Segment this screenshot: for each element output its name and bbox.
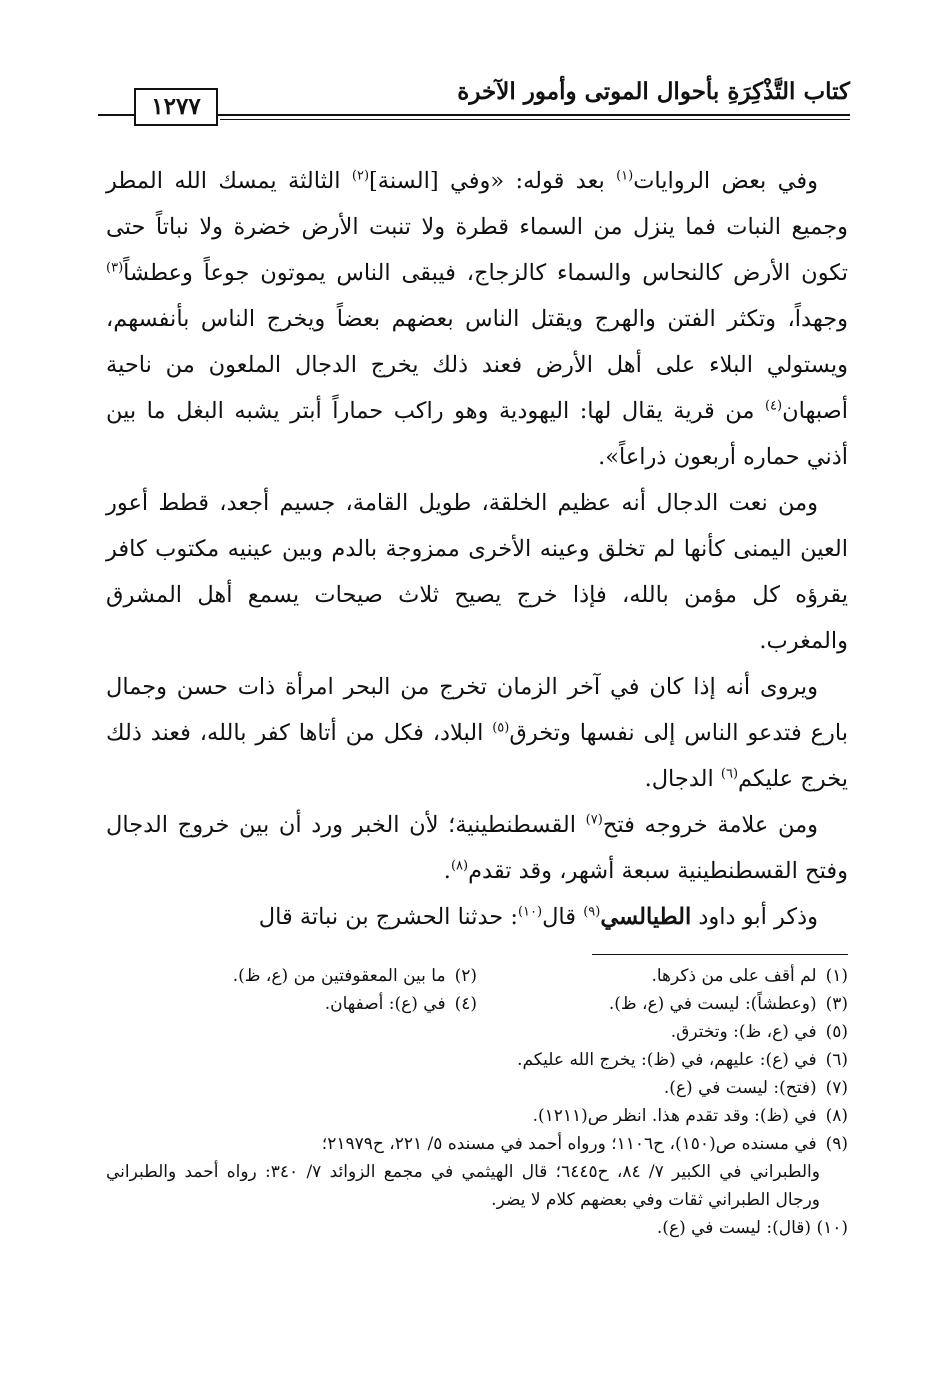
paragraph (106, 894, 848, 940)
text-run: ومن علامة خروجه فتح (602, 812, 818, 838)
footnote-4 (106, 990, 477, 1018)
footnote-text: لم أقف على من ذكرها. (651, 966, 817, 986)
footnote-separator (592, 954, 848, 955)
paragraph (106, 802, 848, 894)
footnote-text: في (ع): عليهم، في (ظ): يخرج الله عليكم. (517, 1050, 817, 1070)
footnote-8 (106, 1102, 848, 1130)
footnote-number: (٤) (454, 994, 477, 1014)
text-run: الثالثة يمسك الله المطر وجميع النبات فما ينزل من السماء قطرة ولا تنبت الأرض خضرة ولا نباتاً حتى تكون الأرض كالنحاس والسماء كالزجاج، فيبقى الناس يموتون جوعاً وعطشاً (106, 168, 848, 286)
footnote-number: (٢) (454, 966, 477, 986)
text-run: : حدثنا الحشرج بن نباتة قال (258, 904, 518, 930)
footnote-ref[interactable]: (٥) (492, 720, 510, 736)
footnote-ref[interactable]: (٤) (764, 398, 783, 414)
footnote-1 (477, 962, 848, 990)
footnote-text: (وعطشاً): ليست في (ع، ظ). (608, 994, 817, 1014)
footnote-number: (٥) (825, 1022, 848, 1042)
footnote-number: (١٠) (816, 1218, 848, 1238)
footnote-ref[interactable]: (٧) (585, 812, 603, 828)
footnote-3 (477, 990, 848, 1018)
text-run: قال (542, 904, 584, 930)
footnote-number: (١) (825, 966, 848, 986)
footnote-text: في (ع، ظ): وتخترق. (670, 1022, 817, 1042)
paragraph (106, 664, 848, 802)
footnote-7 (106, 1074, 848, 1102)
paragraph: ومن نعت الدجال أنه عظيم الخلقة، طويل القامة، جسيم أجعد، قطط أعور العين اليمنى كأنها لم تخلق وعينه الأخرى ممزوجة بالدم وبين عينيه مكتوب كافر يقرؤه كل مؤمن بالله، فإذا خرج يصيح ثلاث صيحات يسمع أهل المشرق والمغرب. (106, 490, 848, 654)
footnote-number: (٣) (825, 994, 848, 1014)
header-rule-thin (220, 119, 850, 120)
footnote-5 (106, 1018, 848, 1046)
footnote-ref[interactable]: (٨) (450, 858, 469, 874)
footnote-ref[interactable]: (٦) (720, 766, 739, 782)
footnote-10 (106, 1214, 848, 1242)
footnote-text: في (ظ): وقد تقدم هذا. انظر ص(١٢١١). (532, 1106, 817, 1126)
footnote-text: في (ع): أصفهان. (324, 994, 446, 1014)
text-run: وفي بعض الروايات (633, 168, 818, 194)
footnote-row (106, 962, 848, 990)
footnote-ref[interactable]: (١٠) (517, 904, 543, 920)
footnote-row (106, 990, 848, 1018)
footnote-text: في مسنده ص(١٥٠)، ح١١٠٦؛ ورواه أحمد في مسنده ٥/ ٢٢١، ح٢١٩٧٩؛ (321, 1134, 817, 1154)
text-run: الدجال. (644, 766, 721, 792)
page-number: ١٢٧٧ (134, 88, 218, 126)
footnote-9 (106, 1130, 848, 1158)
text-run: وجهداً، وتكثر الفتن والهرج ويقتل الناس بعضهم بعضاً ويخرج الناس بأنفسهم، ويستولي البلاء على أهل الأرض فعند ذلك يخرج الدجال الملعون من ناحية أصبهان (106, 306, 848, 424)
text-run: وذكر أبو داود (691, 904, 818, 930)
footnotes (106, 962, 848, 1242)
footnote-number: (٦) (825, 1050, 848, 1070)
footnote-ref[interactable]: (٢) (351, 168, 370, 184)
text-run: . (443, 858, 451, 884)
footnote-number: (٨) (825, 1106, 848, 1126)
footnote-ref[interactable]: (١) (616, 168, 634, 184)
running-header (98, 70, 850, 126)
text-run: من قرية يقال لها: اليهودية وهو راكب حماراً أبتر يشبه البغل ما بين أذني حماره أربعون ذراعاً». (106, 398, 848, 470)
footnote-ref[interactable]: (٩) (583, 904, 601, 920)
footnote-9-continued: والطبراني في الكبير ٧/ ٨٤، ح٦٤٤٥؛ قال الهيثمي في مجمع الزوائد ٧/ ٣٤٠: رواه أحمد والطبراني ورجال الطبراني ثقات وفي بعضهم كلام لا يضر. (106, 1162, 820, 1210)
main-text (106, 158, 848, 940)
footnote-ref[interactable]: (٣) (106, 260, 124, 276)
footnote-6 (106, 1046, 848, 1074)
text-run: بعد قوله: «وفي [السنة] (369, 168, 617, 194)
footnote-text: (قال): ليست في (ع). (656, 1218, 812, 1238)
footnote-number: (٩) (825, 1134, 848, 1154)
book-title: كتاب التَّذْكِرَةِ بأحوال الموتى وأمور الآخرة (457, 78, 850, 105)
text-run: البلاد، فكل من أتاها كفر بالله، فعند ذلك يخرج عليكم (106, 720, 848, 792)
narrator-name: الطيالسي (600, 904, 692, 930)
footnote-number: (٧) (825, 1078, 848, 1098)
text-run: القسطنطينية؛ لأن الخبر ورد أن بين خروج الدجال وفتح القسطنطينية سبعة أشهر، وقد تقدم (106, 812, 848, 884)
footnote-text: ما بين المعقوفتين من (ع، ظ). (232, 966, 446, 986)
footnote-2 (106, 962, 477, 990)
footnote-text: (فتح): ليست في (ع). (663, 1078, 817, 1098)
text-run: ويروى أنه إذا كان في آخر الزمان تخرج من البحر امرأة ذات حسن وجمال بارع فتدعو الناس إلى نفسها وتخرق (106, 674, 848, 746)
paragraph (106, 158, 848, 480)
